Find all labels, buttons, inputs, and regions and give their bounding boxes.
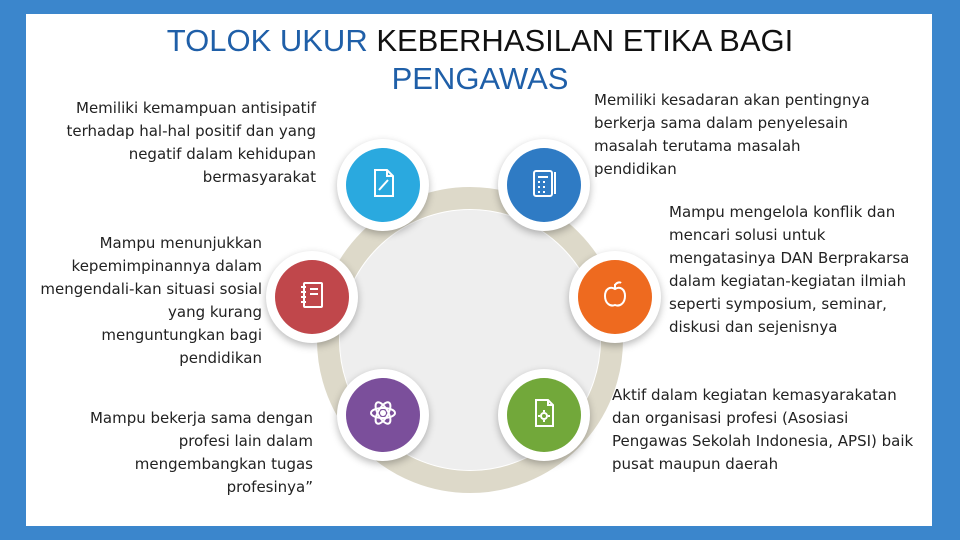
node-6-fill: [507, 378, 581, 452]
settings-file-icon: [527, 396, 561, 435]
node-4-fill: [578, 260, 652, 334]
title-highlight: TOLOK UKUR: [166, 23, 368, 58]
node-4: [569, 251, 661, 343]
node-1-fill: [346, 148, 420, 222]
item-text-3: Mampu menunjukkan kepemimpinannya dalam mengendali-kan situasi sosial yang kurang menguntungkan bagi pendidikan: [40, 234, 262, 367]
document-icon: [366, 166, 400, 205]
apple-icon: [598, 278, 632, 317]
node-6: [498, 369, 590, 461]
title-rest: KEBERHASILAN ETIKA BAGI: [367, 23, 794, 58]
node-2-fill: [507, 148, 581, 222]
item-text-4: Mampu mengelola konflik dan mencari solusi untuk mengatasinya DAN Berprakarsa dalam kegiatan-kegiatan ilmiah seperti symposium, seminar, diskusi dan sejenisnya: [669, 203, 910, 336]
node-1: [337, 139, 429, 231]
item-text-1: Memiliki kemampuan antisipatif terhadap hal-hal positif dan yang negatif dalam kehidupan bermasyarakat: [66, 99, 316, 186]
notebook-icon: [295, 278, 329, 317]
calculator-icon: [527, 166, 561, 205]
node-5: [337, 369, 429, 461]
node-3-fill: [275, 260, 349, 334]
item-text-2: Memiliki kesadaran akan pentingnya berkerja sama dalam penyelesain masalah terutama masalah pendidikan: [594, 91, 870, 178]
node-3: [266, 251, 358, 343]
page-title: [0, 22, 960, 98]
node-2: [498, 139, 590, 231]
atom-icon: [366, 396, 400, 435]
item-text-5: Mampu bekerja sama dengan profesi lain dalam mengembangkan tugas profesinya”: [89, 409, 313, 496]
item-text-6: Aktif dalam kegiatan kemasyarakatan dan organisasi profesi (Asosiasi Pengawas Sekolah Indonesia, APSI) baik pusat maupun daerah: [612, 386, 914, 473]
node-5-fill: [346, 378, 420, 452]
title-line2: PENGAWAS: [391, 61, 569, 96]
